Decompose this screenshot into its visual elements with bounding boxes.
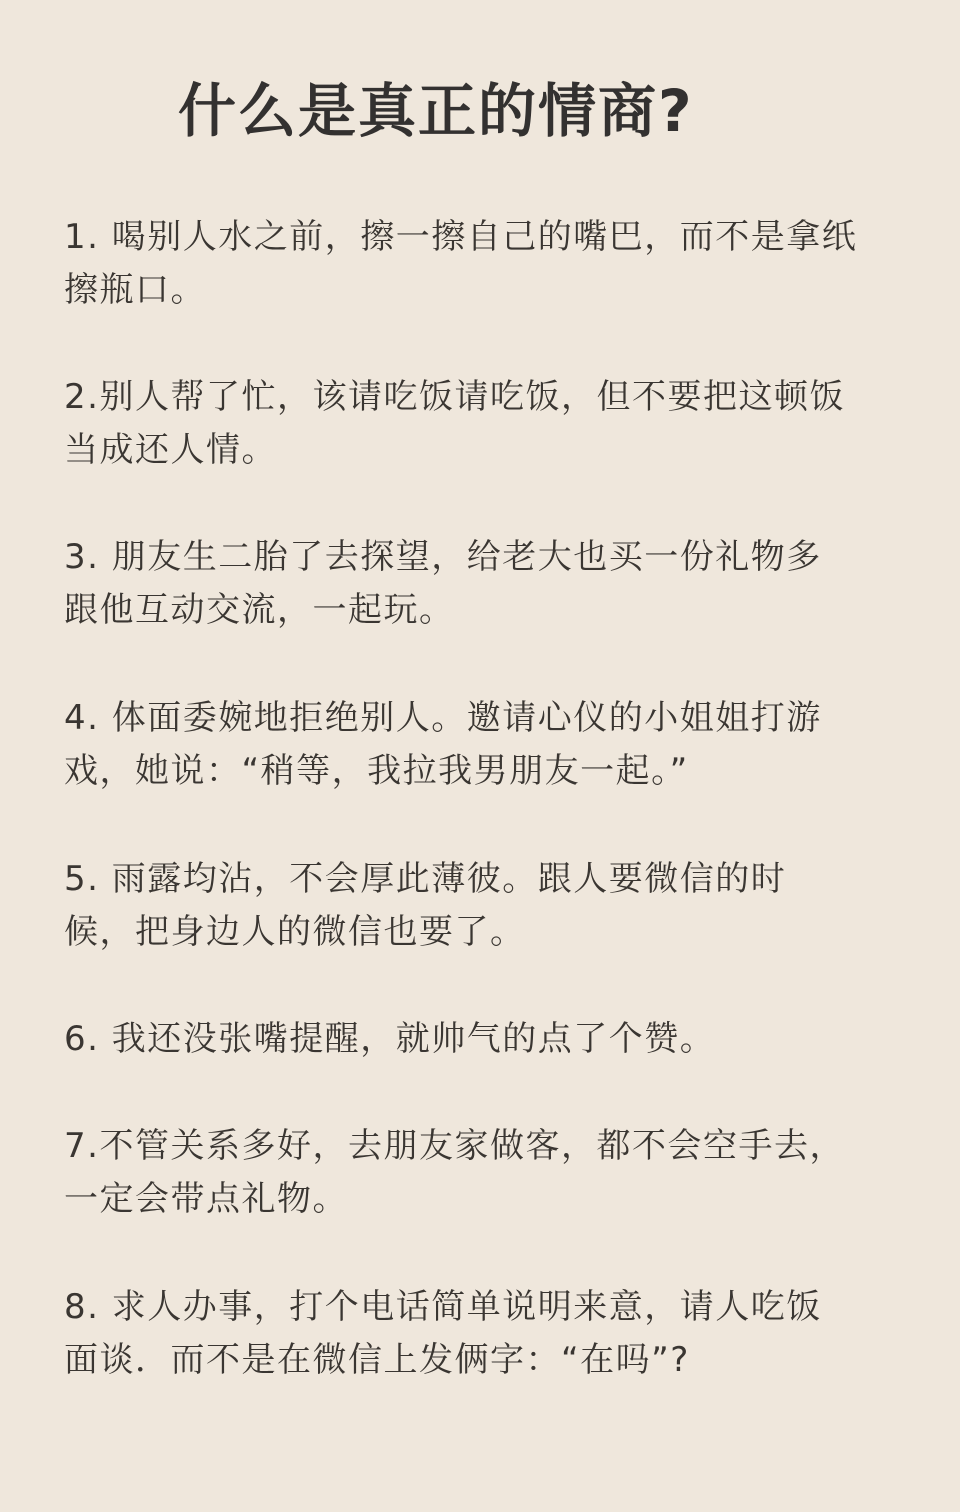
list-item-line: 候，把身边人的微信也要了。 <box>64 912 526 952</box>
page-title: 什么是真正的情商? <box>178 77 694 145</box>
list-item <box>64 531 904 637</box>
list-item <box>64 1120 904 1226</box>
list-item-line: 戏，她说：“稍等，我拉我男朋友一起。” <box>64 751 689 791</box>
list-item <box>64 1013 904 1066</box>
list-item-line: 面谈．而不是在微信上发俩字：“在吗”? <box>64 1340 690 1380</box>
list-item <box>64 1281 904 1387</box>
list-item-line: 擦瓶口。 <box>64 270 206 310</box>
list-item-line: 6. 我还没张嘴提醒，就帅气的点了个赞。 <box>64 1019 716 1059</box>
list-item-line: 8. 求人办事，打个电话简单说明来意，请人吃饭 <box>64 1287 822 1327</box>
list-item <box>64 692 904 798</box>
list-item-line: 1. 喝别人水之前，擦一擦自己的嘴巴，而不是拿纸 <box>64 217 858 257</box>
list-item-line: 跟他互动交流，一起玩。 <box>64 590 455 630</box>
list-item-line: 7.不管关系多好，去朋友家做客，都不会空手去， <box>64 1126 845 1166</box>
list-item <box>64 211 904 317</box>
list-item-line: 2.别人帮了忙，该请吃饭请吃饭，但不要把这顿饭 <box>64 377 845 417</box>
list-item-line: 4. 体面委婉地拒绝别人。邀请心仪的小姐姐打游 <box>64 698 822 738</box>
list-item-line: 5. 雨露均沾，不会厚此薄彼。跟人要微信的时 <box>64 859 787 899</box>
list-item-line: 一定会带点礼物。 <box>64 1179 348 1219</box>
list-item-line: 当成还人情。 <box>64 430 277 470</box>
list-item <box>64 853 904 959</box>
list-item <box>64 371 904 477</box>
list-item-line: 3. 朋友生二胎了去探望，给老大也买一份礼物多 <box>64 537 822 577</box>
